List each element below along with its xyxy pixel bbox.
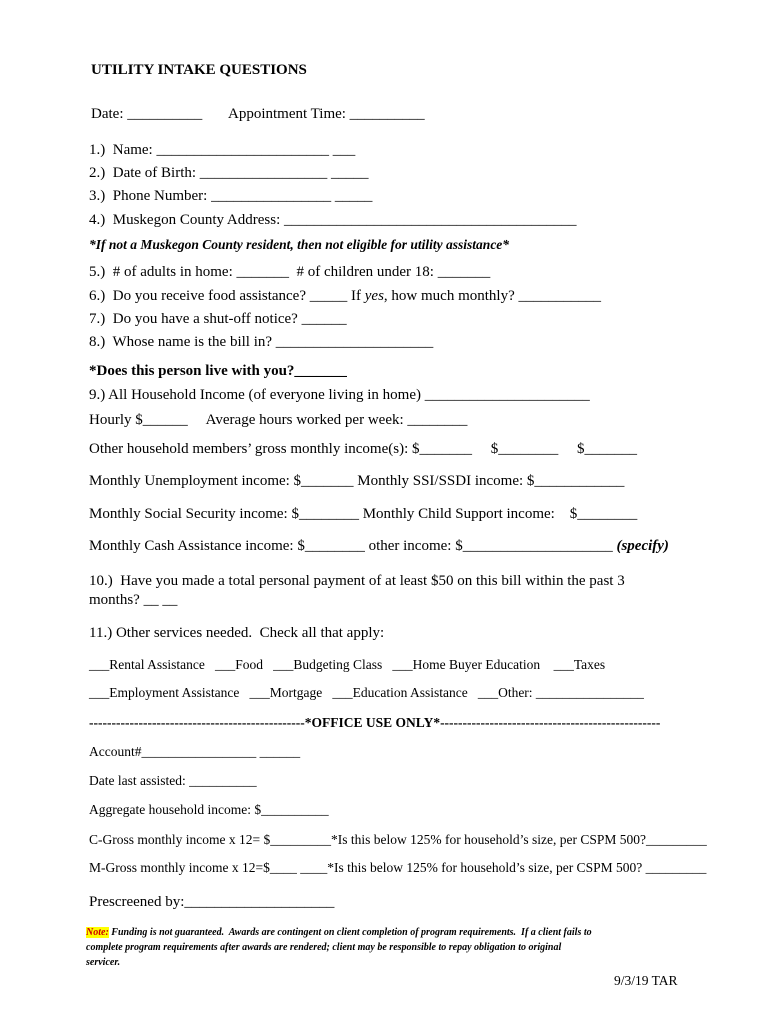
payment-question-line1: 10.) Have you made a total personal payment of at least $50 on this bill within the past 3 — [89, 573, 625, 589]
yes-word: yes — [364, 288, 384, 304]
shutoff-notice-field[interactable]: 7.) Do you have a shut-off notice? ______ — [89, 311, 347, 327]
specify-label: (specify) — [616, 538, 669, 554]
date-of-birth-field[interactable]: 2.) Date of Birth: _________________ _____ — [89, 165, 369, 181]
services-heading: 11.) Other services needed. Check all that apply: — [89, 625, 385, 641]
name-field[interactable]: 1.) Name: _______________________ ___ — [89, 142, 356, 158]
household-count-field[interactable]: 5.) # of adults in home: _______ # of children under 18: _______ — [89, 264, 491, 280]
residency-note: *If not a Muskegon County resident, then not eligible for utility assistance* — [89, 237, 510, 252]
account-number-field[interactable]: Account#_________________ ______ — [89, 744, 301, 759]
unemployment-income-field[interactable]: Monthly Unemployment income: $_______ Monthly SSI/SSDI income: $____________ — [89, 473, 625, 489]
office-use-divider: ------------------------------------------------*OFFICE USE ONLY*------------------------------------------------- — [89, 715, 661, 730]
page-title: UTILITY INTAKE QUESTIONS — [91, 62, 307, 78]
date-last-assisted-field[interactable]: Date last assisted: __________ — [89, 773, 257, 788]
payment-question-field[interactable]: months? __ __ — [89, 592, 178, 608]
m-gross-income-field[interactable]: M-Gross monthly income x 12=$____ ____*Is this below 125% for household’s size, per CSPM 500? _________ — [89, 860, 707, 875]
household-income-field[interactable]: 9.) All Household Income (of everyone living in home) ______________________ — [89, 387, 590, 403]
date-field[interactable]: Date: __________ — [91, 106, 203, 122]
appointment-time-field[interactable]: Appointment Time: __________ — [228, 106, 425, 122]
prescreened-by-field[interactable]: Prescreened by:____________________ — [89, 894, 335, 910]
funding-note — [86, 925, 592, 940]
note-label: Note: — [86, 927, 109, 938]
phone-number-field[interactable]: 3.) Phone Number: ________________ _____ — [89, 188, 373, 204]
c-gross-income-field[interactable]: C-Gross monthly income x 12= $_________*Is this below 125% for household’s size, per CSPM 500?_________ — [89, 832, 707, 847]
note-line-2: complete program requirements after awards are rendered; client may be responsible to repay obligation to original — [86, 942, 562, 953]
other-members-income-field[interactable]: Other household members’ gross monthly income(s): $_______ $________ $_______ — [89, 441, 637, 457]
footer-code: 9/3/19 TAR — [614, 973, 678, 988]
social-security-income-field[interactable]: Monthly Social Security income: $________ Monthly Child Support income: $________ — [89, 506, 638, 522]
hourly-wage-field[interactable]: Hourly $______ Average hours worked per week: ________ — [89, 412, 468, 428]
cash-assistance-field[interactable] — [89, 538, 669, 555]
bill-name-field[interactable]: 8.) Whose name is the bill in? _____________________ — [89, 334, 434, 350]
cash-assistance-text: Monthly Cash Assistance income: $________ other income: $____________________ — [89, 538, 617, 554]
food-assistance-field[interactable] — [89, 288, 601, 305]
food-assistance-question: 6.) Do you receive food assistance? _____ If — [89, 288, 365, 304]
services-row-1[interactable]: ___Rental Assistance ___Food ___Budgeting Class ___Home Buyer Education ___Taxes — [89, 657, 606, 672]
lives-with-you-field[interactable]: *Does this person live with you?_______ — [89, 363, 347, 379]
food-assistance-amount: , how much monthly? ___________ — [383, 288, 601, 304]
services-row-2[interactable]: ___Employment Assistance ___Mortgage ___Education Assistance ___Other: ________________ — [89, 685, 644, 700]
note-line-3: servicer. — [86, 957, 121, 968]
address-field[interactable]: 4.) Muskegon County Address: _______________________________________ — [89, 212, 577, 228]
note-line-1: Funding is not guaranteed. Awards are contingent on client completion of program requirements. If a client fails to — [108, 927, 592, 938]
aggregate-income-field[interactable]: Aggregate household income: $__________ — [89, 802, 329, 817]
